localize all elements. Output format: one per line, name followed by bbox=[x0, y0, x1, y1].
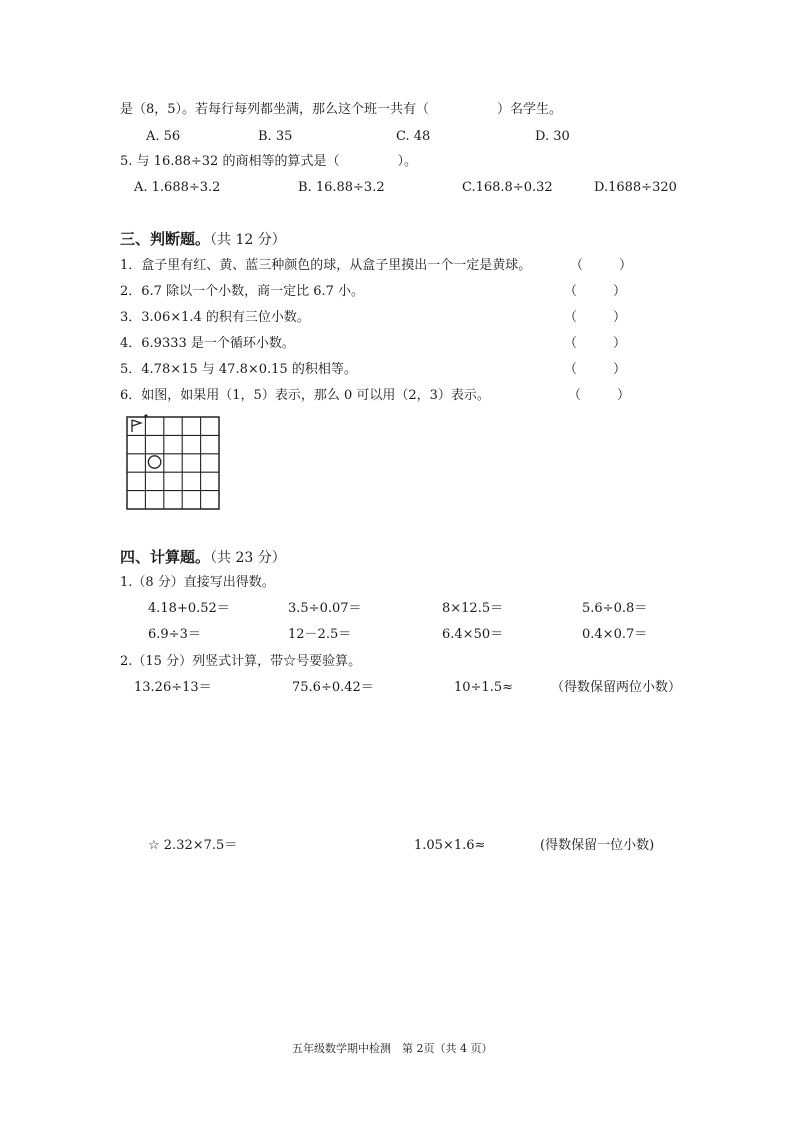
rounding-note: （得数保留两位小数） bbox=[551, 680, 682, 695]
judge-answer-1[interactable]: （ ） bbox=[570, 258, 633, 273]
calc-item: 8×12.5＝ bbox=[442, 601, 504, 616]
judge-answer-6[interactable]: （ ） bbox=[568, 388, 631, 403]
coordinate-grid bbox=[124, 412, 222, 510]
q5-option-d: D.1688÷320 bbox=[594, 180, 677, 195]
q4-line bbox=[120, 103, 562, 116]
section4-title: 四、计算题。 bbox=[120, 548, 211, 566]
judge-item-6: 6．如图，如果用（1，5）表示，那么 0 可以用（2，3）表示。 bbox=[120, 388, 490, 403]
part1-label: 1.（8 分）直接写出得数。 bbox=[120, 575, 275, 590]
calc-item: 5.6÷0.8＝ bbox=[582, 601, 648, 616]
q4-suffix: ）名学生。 bbox=[497, 102, 563, 117]
part2-label: 2.（15 分）列竖式计算，带☆号要验算。 bbox=[120, 654, 362, 669]
judge-item-1: 1．盒子里有红、黄、蓝三种颜色的球，从盒子里摸出一个一定是黄球。 bbox=[120, 258, 532, 273]
rounding-note: (得数保留一位小数) bbox=[540, 838, 655, 853]
judge-item-2: 2．6.7 除以一个小数，商一定比 6.7 小。 bbox=[120, 284, 365, 299]
q4-option-c: C. 48 bbox=[396, 129, 431, 144]
calc-item: 12－2.5＝ bbox=[288, 627, 352, 642]
q5-option-c: C.168.8÷0.32 bbox=[462, 180, 553, 195]
judge-item-4: 4．6.9333 是一个循环小数。 bbox=[120, 336, 295, 351]
q4-option-d: D. 30 bbox=[535, 129, 570, 144]
calc-item: 3.5÷0.07＝ bbox=[288, 601, 362, 616]
judge-answer-5[interactable]: （ ） bbox=[564, 362, 627, 377]
q4-option-b: B. 35 bbox=[258, 129, 293, 144]
calc-item: 6.9÷3＝ bbox=[148, 627, 201, 642]
section4-points: （共 23 分） bbox=[210, 550, 286, 566]
judge-answer-4[interactable]: （ ） bbox=[564, 336, 627, 351]
vertical-calc-item-starred: ☆ 2.32×7.5＝ bbox=[148, 838, 238, 853]
section3-points: （共 12 分） bbox=[210, 232, 286, 248]
section3-title: 三、判断题。 bbox=[120, 230, 211, 248]
judge-item-5: 5．4.78×15 与 47.8×0.15 的积相等。 bbox=[120, 362, 357, 377]
q5-option-a: A. 1.688÷3.2 bbox=[134, 180, 221, 195]
q4-option-a: A. 56 bbox=[146, 129, 181, 144]
calc-item: 0.4×0.7＝ bbox=[582, 627, 648, 642]
vertical-calc-item: 13.26÷13＝ bbox=[134, 680, 212, 695]
vertical-calc-item: 1.05×1.6≈ bbox=[414, 838, 486, 853]
calc-item: 6.4×50＝ bbox=[442, 627, 504, 642]
page-footer: 五年级数学期中检测 第 2页（共 4 页） bbox=[292, 1042, 493, 1055]
grid-point bbox=[144, 414, 147, 417]
flag-icon bbox=[132, 420, 141, 432]
calc-item: 4.18+0.52＝ bbox=[148, 601, 230, 616]
judge-answer-3[interactable]: （ ） bbox=[564, 310, 627, 325]
q5-text: 5. 与 16.88÷32 的商相等的算式是（ bbox=[120, 154, 340, 169]
q5-suffix: ）。 bbox=[397, 154, 417, 169]
judge-answer-2[interactable]: （ ） bbox=[564, 284, 627, 299]
section4-heading bbox=[120, 550, 286, 565]
section3-heading bbox=[120, 232, 286, 247]
q5-option-b: B. 16.88÷3.2 bbox=[298, 180, 385, 195]
judge-item-3: 3．3.06×1.4 的积有三位小数。 bbox=[120, 310, 310, 325]
circle-marker-icon bbox=[148, 456, 160, 468]
vertical-calc-item: 10÷1.5≈ bbox=[454, 680, 514, 695]
q5-line bbox=[120, 155, 417, 168]
vertical-calc-item: 75.6÷0.42＝ bbox=[292, 680, 374, 695]
q4-text: 是（8，5）。若每行每列都坐满，那么这个班一共有（ bbox=[120, 102, 430, 117]
